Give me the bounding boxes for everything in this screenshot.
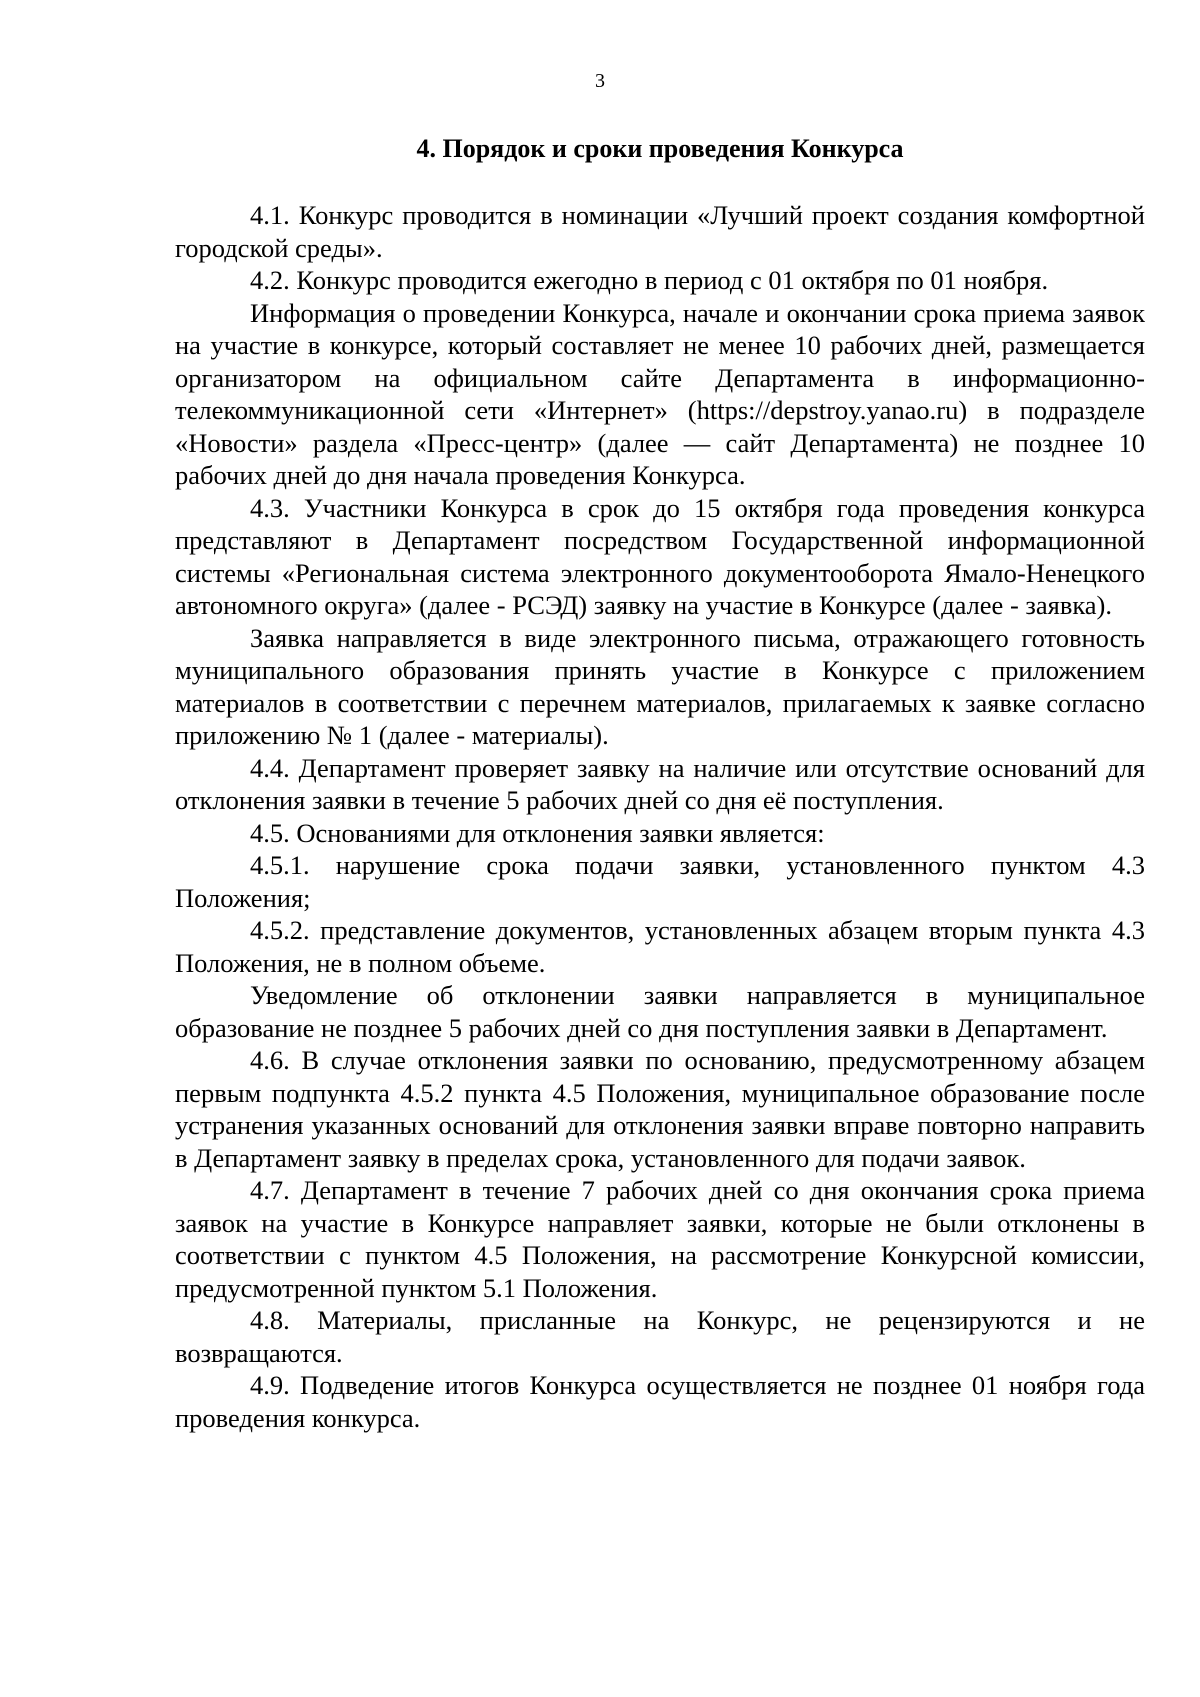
paragraph-4-6: 4.6. В случае отклонения заявки по основанию, предусмотренному абзацем первым подпункта 4.5.2 пункта 4.5 Положения, муниципальное образование после устранения указанных оснований для отклонения заявки вправе повторно направить в Департамент заявку в пределах срока, установленного для подачи заявок. [175, 1045, 1145, 1173]
paragraph-4-5-2: 4.5.2. представление документов, установленных абзацем вторым пункта 4.3 Положения, не в полном объеме. [175, 915, 1145, 978]
paragraph-4-5-1: 4.5.1. нарушение срока подачи заявки, установленного пунктом 4.3 Положения; [175, 850, 1145, 913]
paragraph-4-2-info: Информация о проведении Конкурса, начале и окончании срока приема заявок на участие в конкурсе, который составляет не менее 10 рабочих дней, размещается организатором на официальном сайте Департамента в информационно-телекоммуникационной сети «Интернет» (https://depstroy.yanao.ru) в подразделе «Новости» раздела «Пресс-центр» (далее — сайт Департамента) не позднее 10 рабочих дней до дня начала проведения Конкурса. [175, 297, 1145, 490]
paragraph-4-2: 4.2. Конкурс проводится ежегодно в период с 01 октября по 01 ноября. [250, 265, 1049, 295]
paragraph-4-5-notice: Уведомление об отклонении заявки направляется в муниципальное образование не позднее 5 рабочих дней со дня поступления заявки в Департамент. [175, 980, 1145, 1043]
paragraph-4-3-application: Заявка направляется в виде электронного письма, отражающего готовность муниципального образования принять участие в Конкурсе с приложением материалов в соответствии с перечнем материалов, прилагаемых к заявке согласно приложению № 1 (далее - материалы). [175, 622, 1145, 750]
paragraph-4-3: 4.3. Участники Конкурса в срок до 15 октября года проведения конкурса представляют в Департамент посредством Государственной информационной системы «Региональная система электронного документооборота Ямало-Ненецкого автономного округа» (далее - РСЭД) заявку на участие в Конкурсе (далее - заявка). [175, 492, 1145, 620]
paragraph-4-7: 4.7. Департамент в течение 7 рабочих дней со дня окончания срока приема заявок на участие в Конкурсе направляет заявки, которые не были отклонены в соответствии с пунктом 4.5 Положения, на рассмотрение Конкурсной комиссии, предусмотренной пунктом 5.1 Положения. [175, 1175, 1145, 1303]
paragraph-4-9: 4.9. Подведение итогов Конкурса осуществляется не позднее 01 ноября года проведения конкурса. [175, 1370, 1145, 1433]
paragraph-4-4: 4.4. Департамент проверяет заявку на наличие или отсутствие оснований для отклонения заявки в течение 5 рабочих дней со дня её поступления. [175, 752, 1145, 815]
page-number: 3 [595, 70, 605, 92]
paragraph-4-5: 4.5. Основаниями для отклонения заявки является: [250, 817, 825, 848]
paragraph-4-1: 4.1. Конкурс проводится в номинации «Лучший проект создания комфортной городской среды». [175, 200, 1145, 263]
section-title: 4. Порядок и сроки проведения Конкурса [416, 134, 904, 163]
paragraph-4-8: 4.8. Материалы, присланные на Конкурс, не рецензируются и не возвращаются. [175, 1305, 1145, 1368]
document-body [175, 199, 1145, 1434]
